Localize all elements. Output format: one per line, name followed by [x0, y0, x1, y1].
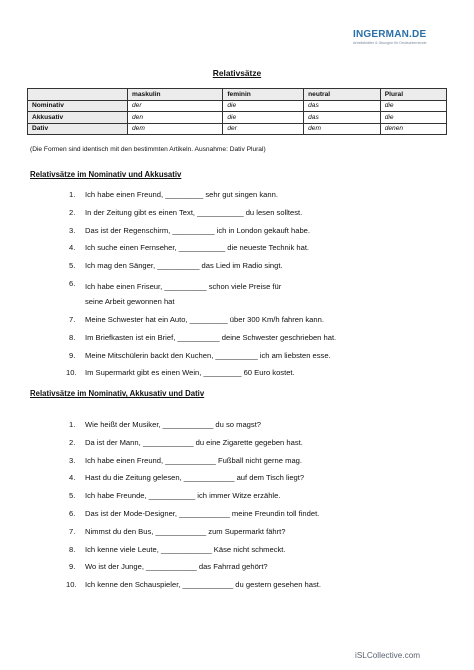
- table-cell: dem: [128, 123, 223, 135]
- exercise-sentence: Ich habe einen Friseur, __________ schon viele Preise für seine Arbeit gewonnen hat: [85, 281, 282, 306]
- list-item: 3. Das ist der Regenschirm, __________ ich in London gekauft habe.: [69, 225, 311, 235]
- exercise-sentence: Ich mag den Sänger, __________ das Lied im Radio singt.: [85, 261, 283, 271]
- exercise-sentence: Meine Mitschülerin backt den Kuchen, __________ ich am liebsten esse.: [85, 350, 331, 360]
- exercise-sentence: Nimmst du den Bus, ____________ zum Supermarkt fährt?: [85, 526, 286, 536]
- exercise-sentence: Im Briefkasten ist ein Brief, __________ deine Schwester geschrieben hat.: [85, 332, 337, 342]
- list-item: 5. Ich habe Freunde, ___________ ich immer Witze erzähle.: [69, 491, 281, 501]
- list-item: 5. Ich mag den Sänger, __________ das Lied im Radio singt.: [69, 261, 283, 271]
- table-row: [28, 112, 447, 124]
- section-title-nominativ-akkusativ: Relativsätze im Nominativ und Akkusativ: [30, 170, 182, 179]
- exercise-sentence: Ich kenne den Schauspieler, ____________ du gestern gesehen hast.: [85, 580, 322, 590]
- exercise-sentence: Ich habe einen Freund, _________ sehr gut singen kann.: [85, 190, 278, 199]
- table-header-cell: Plural: [380, 89, 446, 101]
- table-row-label: Akkusativ: [28, 112, 128, 124]
- list-item: 9. Meine Mitschülerin backt den Kuchen, __________ ich am liebsten esse.: [69, 350, 331, 360]
- brand-name: INGERMAN.DE: [353, 29, 427, 40]
- list-item: 10. Im Supermarkt gibt es einen Wein, _________ 60 Euro kostet.: [66, 368, 295, 378]
- list-item: 6. Ich habe einen Friseur, __________ schon viele Preise für seine Arbeit gewonnen hat: [0, 279, 465, 309]
- list-item: 8. Ich kenne viele Leute, ____________ Käse nicht schmeckt.: [69, 544, 286, 554]
- section-title-nominativ-akkusativ-dativ: Relativsätze im Nominativ, Akkusativ und Dativ: [30, 389, 205, 398]
- exercise-sentence: Ich suche einen Fernseher, ___________ die neueste Technik hat.: [85, 243, 310, 253]
- list-item: 8. Im Briefkasten ist ein Brief, __________ deine Schwester geschrieben hat.: [69, 332, 337, 342]
- exercise-sentence: Hast du die Zeitung gelesen, ____________ auf dem Tisch liegt?: [85, 473, 305, 483]
- table-cell: das: [304, 100, 381, 112]
- list-item: 4. Ich suche einen Fernseher, ___________ die neueste Technik hat.: [69, 243, 310, 253]
- exercise-sentence: Da ist der Mann, ____________ du eine Zigarette gegeben hast.: [85, 437, 303, 447]
- table-row-label: Nominativ: [28, 100, 128, 112]
- table-note: (Die Formen sind identisch mit den bestimmten Artikeln. Ausnahme: Dativ Plural): [30, 146, 266, 153]
- table-header-cell: [28, 89, 128, 101]
- exercise-sentence: Meine Schwester hat ein Auto, _________ über 300 Km/h fahren kann.: [85, 314, 324, 324]
- list-item: 6. Das ist der Mode-Designer, ____________ meine Freundin toll findet.: [69, 508, 320, 518]
- exercise-sentence: Ich habe Freunde, ___________ ich immer Witze erzähle.: [85, 491, 281, 501]
- table-header-row: [28, 89, 447, 101]
- exercise-sentence: Das ist der Mode-Designer, ____________ meine Freundin toll findet.: [85, 508, 320, 518]
- table-cell: die: [380, 112, 446, 124]
- exercise-sentence: Ich kenne viele Leute, ____________ Käse nicht schmeckt.: [85, 544, 286, 554]
- table-cell: der: [128, 100, 223, 112]
- table-header-cell: feminin: [223, 89, 304, 101]
- table-header-cell: maskulin: [128, 89, 223, 101]
- table-cell: die: [380, 100, 446, 112]
- list-item: 4. Hast du die Zeitung gelesen, ____________ auf dem Tisch liegt?: [69, 473, 305, 483]
- exercise-sentence: Wie heißt der Musiker, ____________ du so magst?: [85, 420, 262, 429]
- brand-logo: [353, 29, 453, 45]
- exercise-list-1: [0, 190, 465, 386]
- exercise-sentence: Im Supermarkt gibt es einen Wein, _________ 60 Euro kostet.: [85, 368, 295, 378]
- list-item: 2. Da ist der Mann, ____________ du eine Zigarette gegeben hast.: [69, 437, 303, 447]
- exercise-sentence: Wo ist der Junge, ____________ das Fahrrad gehört?: [85, 562, 268, 572]
- list-item: 1. Wie heißt der Musiker, ____________ du so magst?: [69, 420, 262, 429]
- exercise-sentence: Das ist der Regenschirm, __________ ich in London gekauft habe.: [85, 225, 311, 235]
- table-cell: dem: [304, 123, 381, 135]
- table-cell: das: [304, 112, 381, 124]
- table-cell: den: [128, 112, 223, 124]
- footer-watermark: iSLCollective.com: [355, 651, 421, 660]
- exercise-sentence: Ich habe einen Freund, ____________ Fußball nicht gerne mag.: [85, 455, 302, 465]
- list-item: 7. Meine Schwester hat ein Auto, _________ über 300 Km/h fahren kann.: [69, 314, 324, 324]
- page-title: Relativsätze: [212, 68, 262, 78]
- table-cell: die: [223, 112, 304, 124]
- list-item: 9. Wo ist der Junge, ____________ das Fahrrad gehört?: [69, 562, 268, 572]
- table-row: [28, 123, 447, 135]
- exercise-list-2: [0, 420, 465, 598]
- list-item: 1. Ich habe einen Freund, _________ sehr gut singen kann.: [69, 190, 278, 199]
- table-header-cell: neutral: [304, 89, 381, 101]
- list-item: 10. Ich kenne den Schauspieler, ____________ du gestern gesehen hast.: [66, 580, 322, 590]
- table-cell: der: [223, 123, 304, 135]
- table-cell: denen: [380, 123, 446, 135]
- list-item: 3. Ich habe einen Freund, ____________ Fußball nicht gerne mag.: [69, 455, 302, 465]
- exercise-sentence: In der Zeitung gibt es einen Text, ___________ du lesen solltest.: [85, 207, 303, 217]
- list-item: 7. Nimmst du den Bus, ____________ zum Supermarkt fährt?: [69, 526, 286, 536]
- table-row: [28, 100, 447, 112]
- table-row-label: Dativ: [28, 123, 128, 135]
- relative-pronoun-table: [27, 88, 447, 135]
- brand-tagline: Arbeitsblätter & Übungen für Deutschlernende: [353, 41, 427, 45]
- table-cell: die: [223, 100, 304, 112]
- list-item: 2. In der Zeitung gibt es einen Text, ___________ du lesen solltest.: [69, 207, 303, 217]
